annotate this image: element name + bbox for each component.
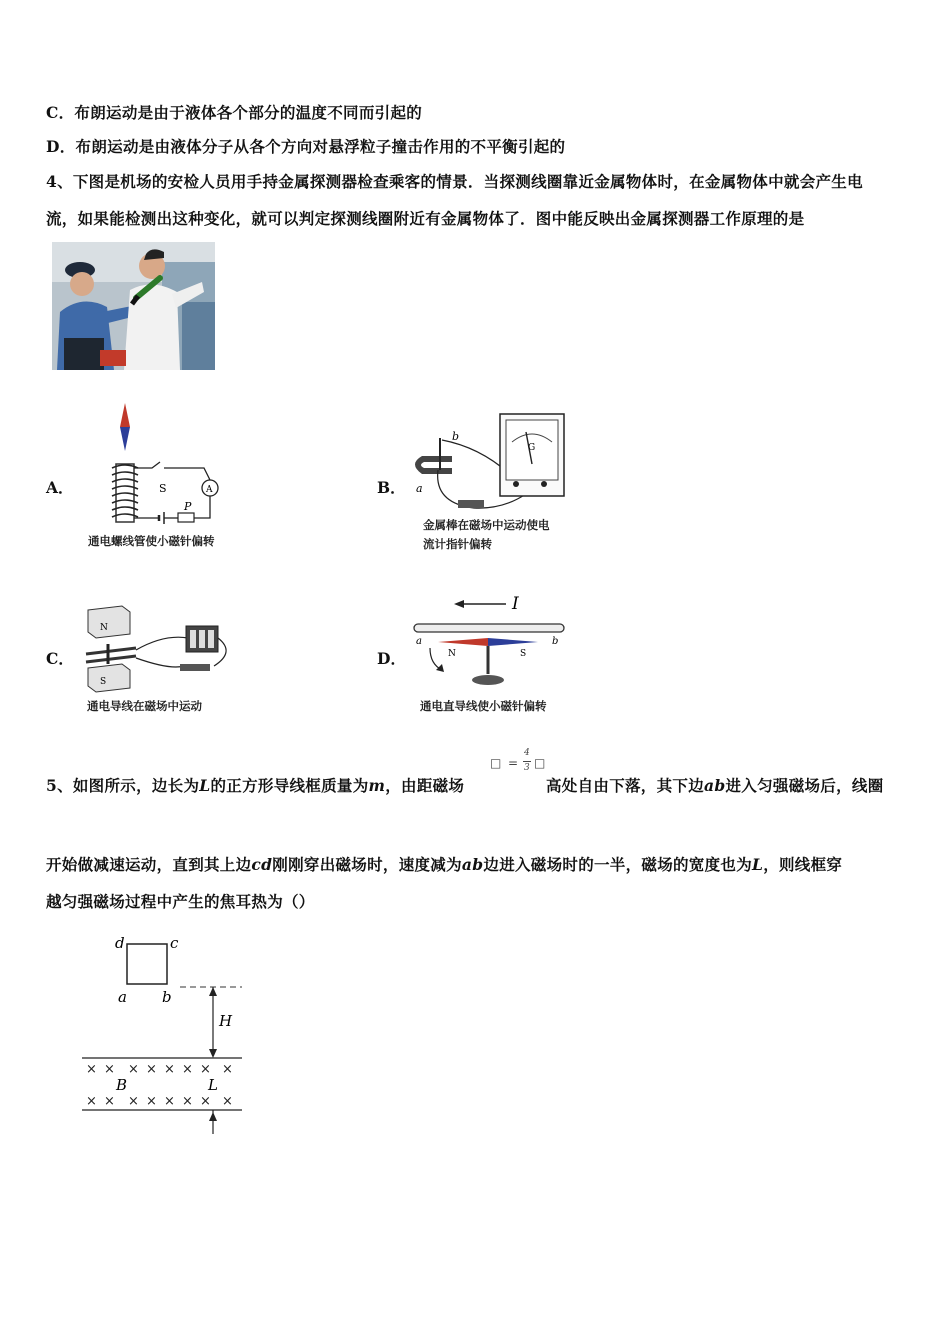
- rod-b-label: b: [452, 430, 460, 443]
- height-h-label: H: [219, 1012, 233, 1030]
- q4-option-c-caption: 通电导线在磁场中运动: [87, 699, 202, 713]
- field-cross: ×: [164, 1062, 175, 1077]
- field-cross: ×: [146, 1094, 157, 1109]
- solenoid-compass-figure: [92, 400, 232, 530]
- motor-rails-figure: [84, 604, 236, 696]
- field-cross: ×: [128, 1094, 139, 1109]
- q5-text-7: 刚刚穿出磁场时，速度减为: [272, 855, 462, 874]
- magnet-n-label: N: [100, 623, 108, 633]
- field-cross: ×: [222, 1094, 233, 1109]
- magnetic-field-frame-figure: [80, 928, 250, 1140]
- q4-stem-line1: 4、下图是机场的安检人员用手持金属探测器检查乘客的情景．当探测线圈靠近金属物体时，在金属物体中就会产生电: [46, 172, 863, 191]
- field-cross: ×: [182, 1094, 193, 1109]
- q4-option-d-label: D．: [377, 649, 406, 668]
- formula-lhs: □: [490, 756, 502, 770]
- q4-option-d-caption: 通电直导线使小磁针偏转: [420, 699, 547, 713]
- width-l-label: L: [208, 1076, 218, 1094]
- galvanometer-g-label: G: [528, 443, 536, 453]
- q4-option-a-caption: 通电螺线管使小磁针偏转: [88, 534, 215, 548]
- field-cross: ×: [222, 1062, 233, 1077]
- q4-option-b-caption-line2: 流计指针偏转: [423, 537, 492, 551]
- q4-option-b-caption-line1: 金属棒在磁场中运动使电: [423, 518, 550, 532]
- q5-text-9: ，则线框穿: [763, 855, 843, 874]
- formula-numerator: 4: [524, 748, 530, 758]
- field-cross: ×: [164, 1094, 175, 1109]
- field-cross: ×: [104, 1062, 115, 1077]
- q4-stem-line2: 流，如果能检测出这种变化，就可以判定探测线圈附近有金属物体了．图中能反映出金属探测器工作原理的是: [46, 209, 805, 228]
- field-b-label: B: [116, 1076, 128, 1094]
- q5-text-6: 开始做减速运动，直到其上边: [46, 855, 252, 874]
- var-ab: ab: [704, 776, 726, 795]
- formula-eq: =: [508, 756, 519, 770]
- corner-b-label: b: [162, 988, 172, 1006]
- q5-text-5: 进入匀强磁场后，线圈: [725, 776, 884, 795]
- corner-a-label: a: [118, 988, 127, 1006]
- var-m: m: [368, 776, 386, 795]
- field-cross: ×: [104, 1094, 115, 1109]
- rheostat-p-label: P: [184, 500, 192, 513]
- field-cross: ×: [200, 1062, 211, 1077]
- q5-stem-line2: [46, 853, 842, 875]
- q5-text-4: 高处自由下落，其下边: [546, 776, 705, 795]
- field-cross: ×: [128, 1062, 139, 1077]
- q5-text-1: 5、如图所示，边长为: [46, 776, 200, 795]
- field-cross: ×: [86, 1094, 97, 1109]
- field-cross: ×: [182, 1062, 193, 1077]
- q5-text-8: 边进入磁场时的一半，磁场的宽度也为: [483, 855, 752, 874]
- current-i-label: I: [512, 594, 519, 614]
- field-cross: ×: [146, 1062, 157, 1077]
- q5-stem-line1: [46, 774, 464, 796]
- q4-option-c-label: C．: [46, 649, 74, 668]
- q4-option-a-label: A．: [46, 478, 74, 497]
- needle-n-label: N: [448, 649, 456, 659]
- var-l: L: [199, 776, 211, 795]
- field-cross: ×: [200, 1094, 211, 1109]
- q3-option-c: C．布朗运动是由于液体各个部分的温度不同而引起的: [46, 103, 423, 122]
- switch-s-label: S: [159, 482, 167, 495]
- var-cd: cd: [251, 855, 273, 874]
- corner-d-label: d: [115, 934, 125, 952]
- wire-b-label: b: [552, 636, 559, 647]
- rod-a-label: a: [416, 482, 423, 495]
- field-cross: ×: [86, 1062, 97, 1077]
- straight-wire-compass-figure: [408, 592, 580, 692]
- wire-a-label: a: [416, 636, 422, 647]
- formula-rhs: □: [534, 756, 546, 770]
- formula-denominator: 3: [524, 763, 530, 773]
- q4-option-b-label: B．: [377, 478, 406, 497]
- height-formula: [488, 748, 548, 782]
- q5-text-2: 的正方形导线框质量为: [210, 776, 369, 795]
- svg-text:A: A: [206, 485, 213, 495]
- q3-option-d: D．布朗运动是由液体分子从各个方向对悬浮粒子撞击作用的不平衡引起的: [46, 137, 566, 156]
- q5-text-3: ，由距磁场: [385, 776, 465, 795]
- q5-stem-line3: 越匀强磁场过程中产生的焦耳热为（）: [46, 892, 315, 911]
- square-frame: [127, 944, 167, 984]
- q5-stem-line1-tail: [546, 774, 884, 796]
- needle-s-label: S: [520, 649, 527, 659]
- magnet-s-label: S: [100, 677, 107, 687]
- security-check-photo: [52, 242, 215, 370]
- galvanometer-figure: [404, 408, 574, 520]
- var-l-2: L: [752, 855, 764, 874]
- var-ab-2: ab: [461, 855, 484, 874]
- corner-c-label: c: [170, 934, 179, 952]
